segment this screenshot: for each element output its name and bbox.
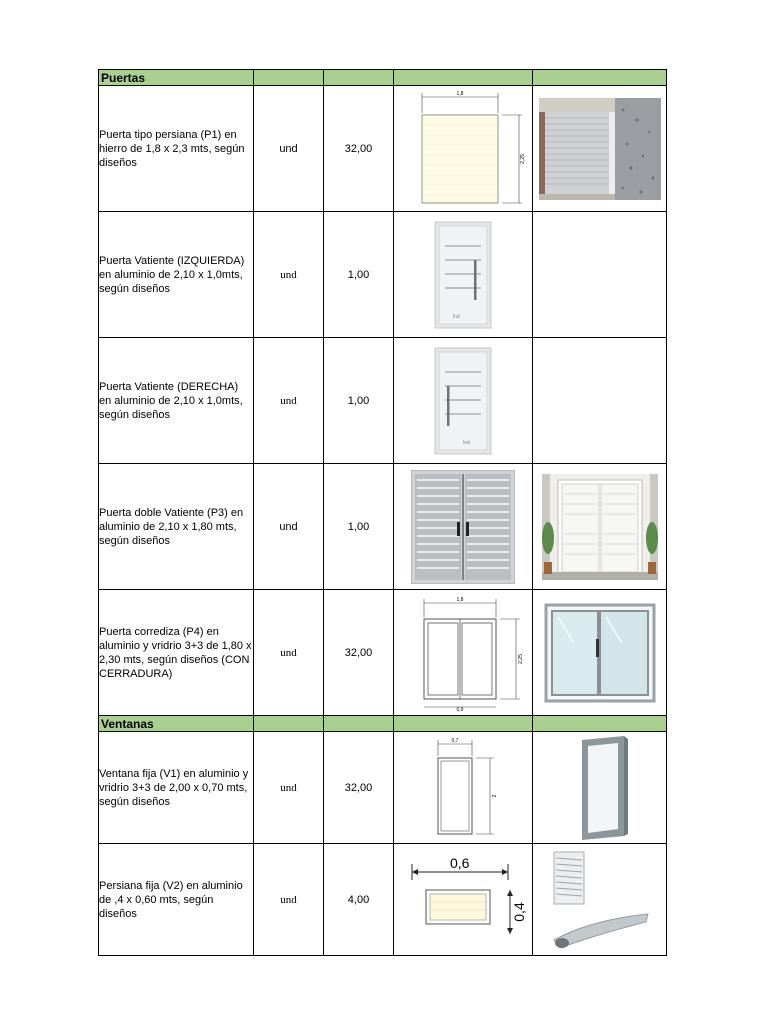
left-door-photo — [433, 220, 493, 330]
item-quantity: 1,00 — [324, 212, 394, 338]
p1-dimension-drawing — [398, 89, 528, 209]
fixed-window-photo — [570, 736, 630, 840]
section-title: Puertas — [99, 70, 254, 86]
item-unit: und — [254, 732, 324, 844]
empty-photo-cell — [533, 212, 667, 338]
table-row — [99, 732, 667, 844]
item-quantity: 32,00 — [324, 732, 394, 844]
photo-cell — [533, 86, 667, 212]
item-description: Puerta corrediza (P4) en aluminio y vridrio 3+3 de 1,80 x 2,30 mts, según diseños (CON CERRADURA) — [99, 590, 254, 716]
item-quantity: 4,00 — [324, 844, 394, 956]
photo-cell — [394, 464, 533, 590]
table-row — [99, 844, 667, 956]
item-quantity: 1,00 — [324, 338, 394, 464]
item-description: Puerta Vatiente (IZQUIERDA) en aluminio de 2,10 x 1,0mts, según diseños — [99, 212, 254, 338]
svg-text:lnd: lnd — [453, 313, 460, 320]
double-door-photo — [411, 470, 515, 584]
photo-cell — [533, 464, 667, 590]
dimension-width-label: 1,8 — [456, 90, 464, 97]
photo-cell — [394, 338, 533, 464]
empty-photo-cell — [533, 338, 667, 464]
dimension-height-label: 0,4 — [511, 901, 527, 922]
item-description: Persiana fija (V2) en aluminio de ,4 x 0,60 mts, según diseños — [99, 844, 254, 956]
item-quantity: 32,00 — [324, 590, 394, 716]
svg-text:lnd: lnd — [463, 439, 470, 446]
item-unit: und — [254, 338, 324, 464]
item-quantity: 32,00 — [324, 86, 394, 212]
technical-drawing-cell — [394, 844, 533, 956]
dimension-height-label: 2,25 — [518, 653, 524, 664]
section-header-ventanas — [99, 716, 667, 732]
items-table — [98, 69, 667, 956]
item-quantity: 1,00 — [324, 464, 394, 590]
item-unit: und — [254, 844, 324, 956]
double-door-installed-photo — [542, 474, 658, 580]
rolling-shutter-photo — [539, 98, 661, 200]
item-description: Puerta Vatiente (DERECHA) en aluminio de 2,10 x 1,0mts, según diseños — [99, 338, 254, 464]
right-door-photo — [433, 346, 493, 456]
photo-cell — [533, 732, 667, 844]
dimension-width-label: 0,6 — [450, 854, 470, 871]
item-unit: und — [254, 86, 324, 212]
item-unit: und — [254, 590, 324, 716]
section-header-puertas — [99, 70, 667, 86]
section-title: Ventanas — [99, 716, 254, 732]
item-unit: und — [254, 464, 324, 590]
table-row — [99, 338, 667, 464]
dimension-height-label: 2 — [492, 794, 498, 797]
technical-drawing-cell — [394, 86, 533, 212]
dimension-height-label: 2,25 — [520, 153, 526, 164]
p4-dimension-drawing — [398, 593, 528, 713]
item-unit: und — [254, 212, 324, 338]
technical-drawing-cell — [394, 590, 533, 716]
sliding-door-photo — [544, 603, 656, 703]
v2-dimension-drawing — [398, 850, 528, 950]
photo-cell — [533, 590, 667, 716]
v1-dimension-drawing — [398, 734, 528, 842]
item-description: Puerta tipo persiana (P1) en hierro de 1,8 x 2,3 mts, según diseños — [99, 86, 254, 212]
photo-cell — [394, 212, 533, 338]
dimension-width-label: 0,7 — [451, 737, 459, 744]
table-row — [99, 212, 667, 338]
item-description: Ventana fija (V1) en aluminio y vridrio 3+3 de 2,00 x 0,70 mts, según diseños — [99, 732, 254, 844]
table-row — [99, 86, 667, 212]
photo-cell — [533, 844, 667, 956]
dimension-width-label: 1,8 — [456, 596, 464, 603]
table-row — [99, 464, 667, 590]
louver-photo — [550, 848, 650, 952]
technical-drawing-cell — [394, 732, 533, 844]
table-row — [99, 590, 667, 716]
dimension-bottom-label: 0,9 — [456, 706, 464, 713]
item-description: Puerta doble Vatiente (P3) en aluminio de 2,10 x 1,80 mts, según diseños — [99, 464, 254, 590]
